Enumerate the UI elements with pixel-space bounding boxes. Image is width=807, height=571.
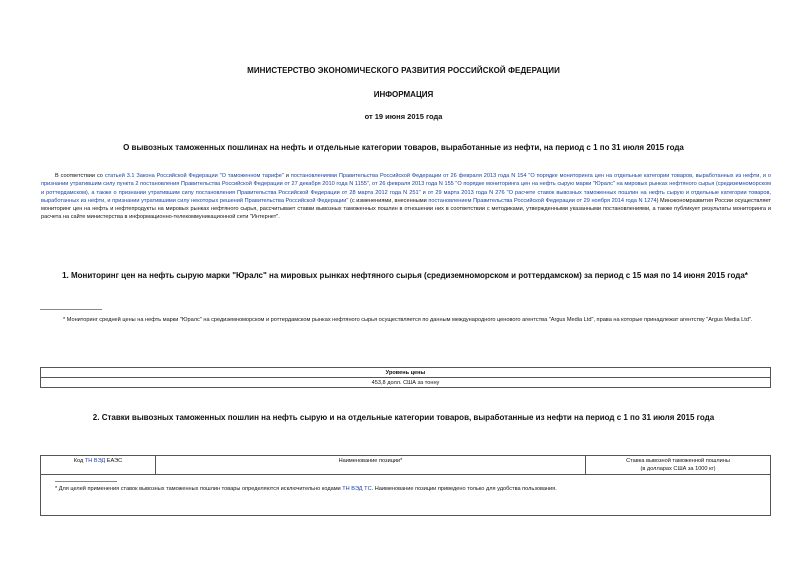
ministry-heading: МИНИСТЕРСТВО ЭКОНОМИЧЕСКОГО РАЗВИТИЯ РОССИЙСКОЙ ФЕДЕРАЦИИ: [247, 66, 560, 75]
section2-footnote: * Для целей применения ставок вывозных таможенных пошлин товары определяются исключительно кодами ТН ВЭД ТС. Наименование позиции приведено только для удобства пользования.: [55, 486, 557, 492]
footnote-divider-2: [55, 481, 117, 482]
price-level-header: Уровень цены: [41, 368, 771, 378]
price-level-value: 453,8 долл. США за тонну: [41, 378, 771, 388]
link-tn-ved[interactable]: ТН ВЭД: [84, 458, 106, 464]
document-type-heading: ИНФОРМАЦИЯ: [373, 90, 434, 99]
col-header-rate: Ставка вывозной таможенной пошлины (в долларах США за 1000 кг): [586, 456, 771, 475]
document-subject: О вывозных таможенных пошлинах на нефть и отдельные категории товаров, выработанные из нефти, на период с 1 по 31 июля 2015 года: [123, 143, 684, 152]
link-tn-ved-ts[interactable]: ТН ВЭД ТС: [342, 486, 372, 492]
price-level-table: [40, 367, 771, 388]
section2-title: 2. Ставки вывозных таможенных пошлин на нефть сырую и на отдельные категории товаров, выработанные из нефти на период с 1 по 31 июля 2015 года: [92, 413, 715, 422]
link-amendment-decree[interactable]: постановлением Правительства Российской Федерации от 29 ноября 2014 года N 1274: [428, 197, 657, 204]
col-header-name: Наименование позиции*: [156, 456, 586, 475]
link-customs-tariff-law[interactable]: статьей 3.1 Закона Российской Федерации "О таможенном тарифе": [104, 173, 284, 179]
col-header-code: Код ТН ВЭД ЕАЭС: [41, 456, 156, 475]
footnote-divider: [40, 309, 102, 310]
intro-paragraph: В соответствии со статьей 3.1 Закона Российской Федерации "О таможенном тарифе" и постановлениями Правительства Российской Федерации от 26 февраля 2013 года N 154 "О порядке мониторинга цен на отдельные категории товаров, выработанных из нефти, и о признании утратившим силу пункта 2 постановления Правительства Российской Федерации от 27 декабря 2010 года N 1155", от 26 февраля 2013 года N 155 "О порядке мониторинга цен на нефть сырую марки "Юралс" на мировых рынках нефтяного сырья (средиземноморском и роттердамском), а также о признании утратившим силу постановления Правительства Российской Федерации от 28 марта 2012 года N 251" и от 29 марта 2013 года N 276 "О расчете ставок вывозных таможенных пошлин на нефть сырую и отдельные категории товаров, выработанных из нефти, и признании утратившими силу некоторых решений Правительства Российской Федерации" (с изменениями, внесенными постановлением Правительства Российской Федерации от 29 ноября 2014 года N 1274) Минэкономразвития России осуществляет мониторинг цен на нефть и нефтепродукты на мировых рынках нефтяного сырья, рассчитывает ставки вывозных таможенных пошлин в отношении них в соответствии с методиками, утвержденными указанными постановлениями, а также публикует результаты мониторинга и расчета на сайте министерства в информационно-телекоммуникационной сети "Интернет".: [41, 173, 772, 221]
document-date: от 19 июня 2015 года: [364, 112, 443, 121]
section2-footnote-cell: [41, 475, 771, 516]
link-government-decrees[interactable]: постановлениями Правительства Российской Федерации от 26 февраля 2013 года N 154 "О порядке мониторинга цен на отдельные категории товаров, выработанных из нефти, и о признании утратившим силу пункта 2 постановления Правительства Российской Федерации от 27 декабря 2010 года N 1155", от 26 февраля 2013 года N 155 "О порядке мониторинга цен на нефть сырую марки "Юралс" на мировых рынках нефтяного сырья (средиземноморском и роттердамском), а также о признании утратившим силу постановления Правительства Российской Федерации от 28 марта 2012 года N 251" и от 29 марта 2013 года N 276 "О расчете ставок вывозных таможенных пошлин на нефть сырую и отдельные категории товаров, выработанных из нефти, и признании утратившими силу некоторых решений Правительства Российской Федерации": [41, 173, 772, 204]
section1-title: 1. Мониторинг цен на нефть сырую марки "Юралс" на мировых рынках нефтяного сырья (средиземноморском и роттердамском) за период с 15 мая по 14 июня 2015 года*: [62, 271, 748, 280]
section1-footnote: * Мониторинг средней цены на нефть марки "Юралс" на средиземноморском и роттердамском рынках нефтяного сырья осуществляется по данным международного ценового агентства "Argus Media Ltd", права на которые принадлежат агентству "Argus Media Ltd".: [63, 317, 753, 323]
duty-rates-table: [40, 455, 771, 516]
